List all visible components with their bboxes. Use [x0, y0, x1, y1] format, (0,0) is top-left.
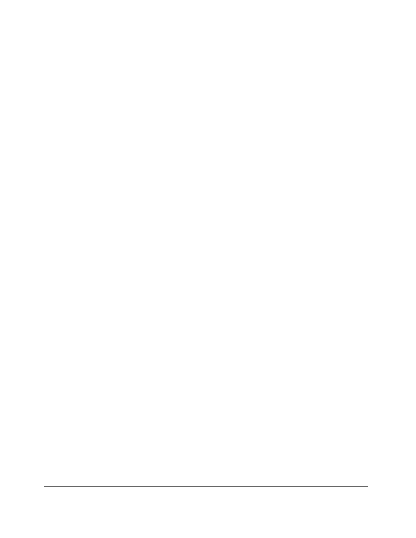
- page-footer: [44, 486, 368, 498]
- table-of-contents: [44, 43, 368, 49]
